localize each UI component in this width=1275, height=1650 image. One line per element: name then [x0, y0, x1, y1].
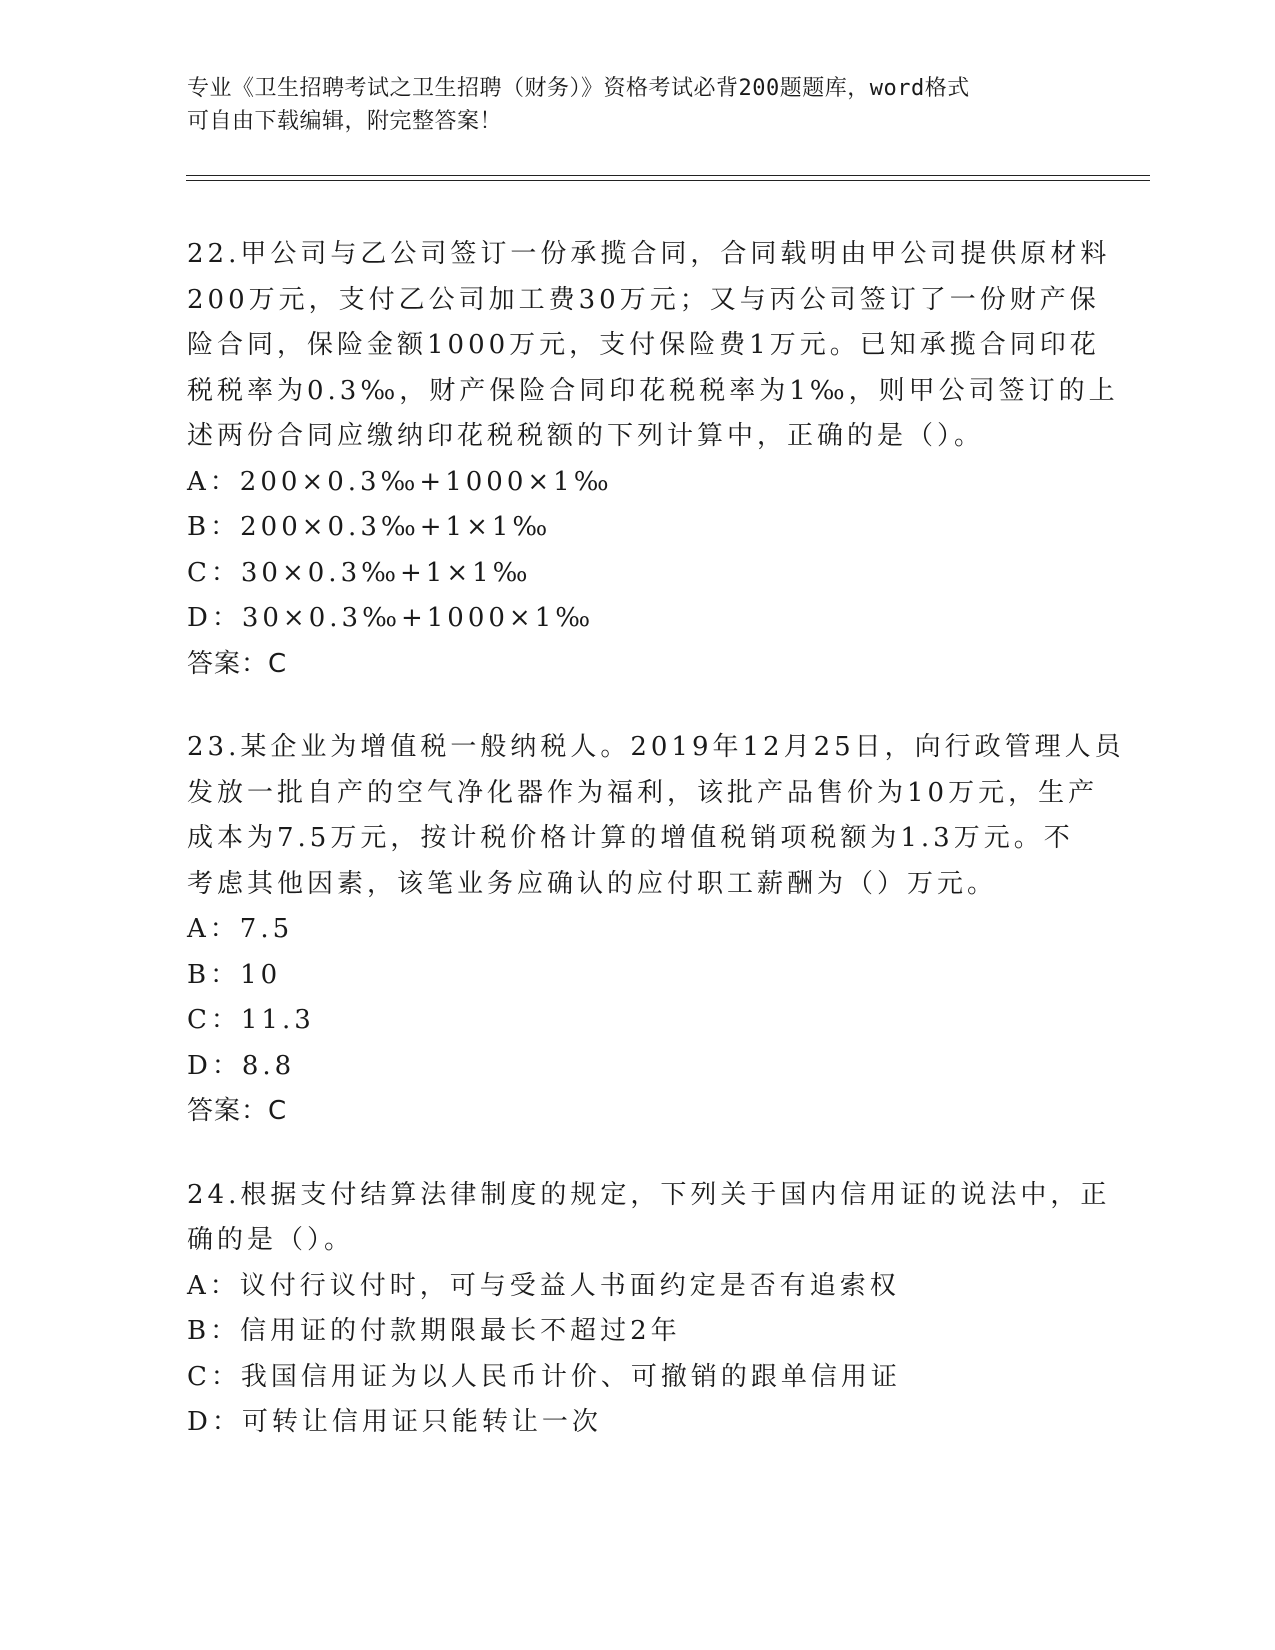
option-c: C：我国信用证为以人民币计价、可撤销的跟单信用证	[187, 1361, 901, 1392]
option-a: A：议付行议付时，可与受益人书面约定是否有追索权	[187, 1270, 900, 1301]
question-stem-line: 成本为7.5万元，按计税价格计算的增值税销项税额为1.3万元。不	[187, 823, 1074, 853]
question-stem-line: 税税率为0.3‰，财产保险合同印花税税率为1‰，则甲公司签订的上	[187, 375, 1119, 406]
question-stem-line: 22.甲公司与乙公司签订一份承揽合同，合同载明由甲公司提供原材料	[187, 239, 1111, 269]
option-a: A：200×0.3‰+1000×1‰	[187, 466, 613, 497]
question-stem-line: 述两份合同应缴纳印花税税额的下列计算中，正确的是（）。	[187, 421, 985, 451]
answer-label: 答案：C	[187, 1096, 288, 1126]
option-b: B：信用证的付款期限最长不超过2年	[187, 1316, 681, 1346]
option-d: D：30×0.3‰+1000×1‰	[187, 603, 595, 633]
answer-label: 答案：C	[187, 648, 288, 679]
question-stem-line: 23.某企业为增值税一般纳税人。2019年12月25日，向行政管理人员	[187, 732, 1125, 762]
question-22	[187, 232, 1119, 687]
option-c: C：11.3	[187, 1005, 315, 1035]
header-divider-top	[186, 175, 1150, 176]
question-24	[187, 1173, 1111, 1446]
question-stem-line: 确的是（）。	[187, 1225, 355, 1255]
header-divider-bottom	[186, 180, 1150, 181]
option-b: B：10	[187, 959, 282, 990]
option-a: A：7.5	[187, 914, 294, 944]
question-stem-line: 考虑其他因素，该笔业务应确认的应付职工薪酬为（）万元。	[187, 868, 998, 899]
question-stem-line: 200万元，支付乙公司加工费30万元；又与丙公司签订了一份财产保	[187, 284, 1100, 315]
question-stem-line: 24.根据支付结算法律制度的规定，下列关于国内信用证的说法中，正	[187, 1179, 1111, 1210]
option-d: D：可转让信用证只能转让一次	[187, 1407, 602, 1437]
question-stem-line: 险合同，保险金额1000万元，支付保险费1万元。已知承揽合同印花	[187, 330, 1100, 360]
option-d: D：8.8	[187, 1050, 296, 1081]
question-stem-line: 发放一批自产的空气净化器作为福利，该批产品售价为10万元，生产	[187, 777, 1099, 808]
option-c: C：30×0.3‰+1×1‰	[187, 557, 532, 588]
header-line-1: 专业《卫生招聘考试之卫生招聘（财务）》资格考试必背200题题库，word格式	[187, 76, 970, 101]
option-b: B：200×0.3‰+1×1‰	[187, 512, 552, 542]
header-line-2: 可自由下载编辑，附完整答案！	[187, 109, 503, 134]
question-23	[187, 725, 1125, 1135]
document-header	[187, 72, 1067, 138]
question-list	[187, 232, 1125, 1484]
